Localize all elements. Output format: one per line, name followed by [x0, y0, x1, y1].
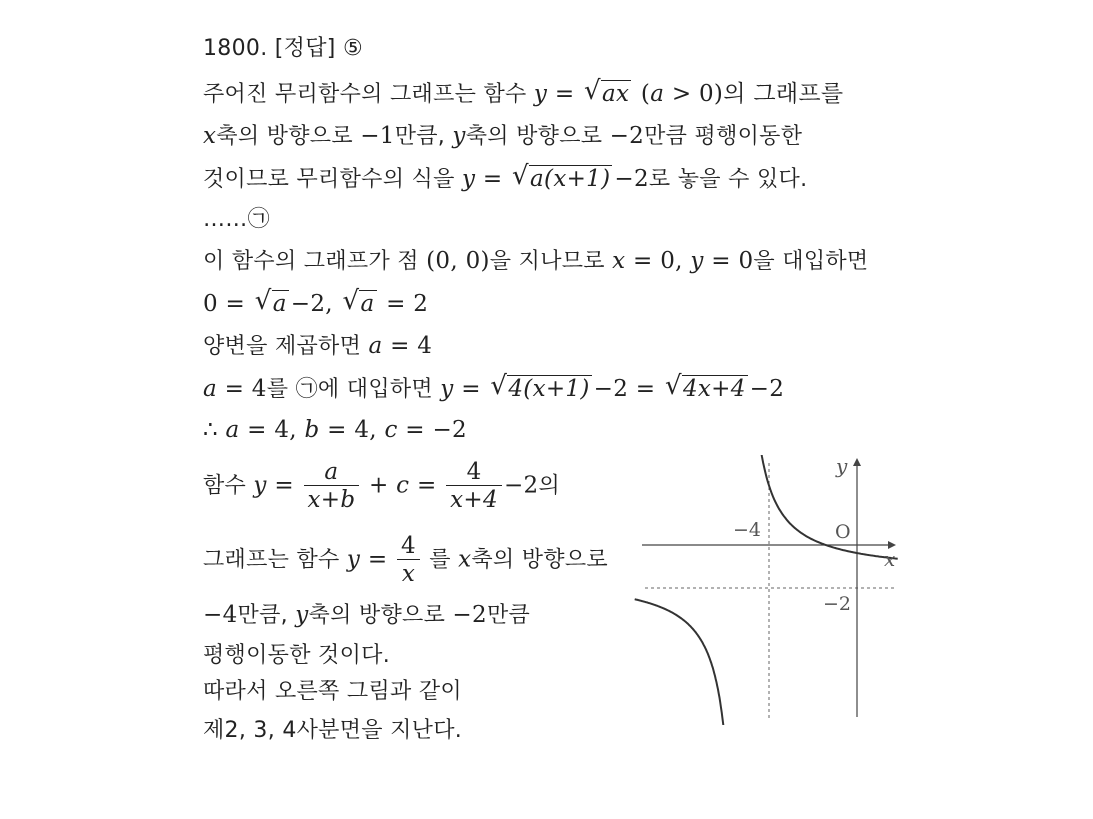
math-value: −2 — [749, 376, 785, 402]
problem-number: 1800. — [203, 36, 268, 61]
solution-line-2 — [203, 121, 802, 152]
math-var: a — [203, 376, 218, 402]
text: 를 — [266, 377, 296, 402]
math-value: −2 — [503, 472, 539, 499]
math-eq: = — [360, 546, 395, 573]
math-var: x — [203, 123, 217, 149]
answer-label: [정답] — [274, 36, 336, 61]
text: 의 — [538, 473, 561, 499]
math-var: c — [396, 472, 410, 499]
solution-line-3 — [203, 161, 808, 195]
math-var: c — [384, 417, 398, 443]
math-eq: = 2 — [378, 291, 429, 317]
text: 만큼, — [237, 603, 296, 628]
solution-line-6 — [203, 286, 429, 320]
radical-sign: √ — [584, 76, 601, 106]
text: 만큼 — [486, 603, 531, 628]
math-var: y — [346, 546, 361, 573]
neg4-label: −4 — [733, 519, 762, 541]
radicand: a(x+1) — [530, 166, 611, 192]
math-eq: = −2 — [397, 417, 467, 443]
math-value: −2, — [290, 291, 341, 317]
text: 그래프는 함수 — [203, 547, 347, 573]
solution-line-1 — [203, 76, 844, 110]
denominator: x — [397, 559, 420, 588]
sqrt-expression — [254, 286, 289, 320]
math-var: y — [440, 376, 454, 402]
math-var: x — [612, 248, 626, 274]
solution-line-14 — [203, 677, 462, 707]
text: 에 대입하면 — [317, 377, 441, 402]
text: 축의 방향으로 — [465, 124, 610, 149]
radicand: 4x+4 — [682, 376, 746, 402]
sqrt-expression — [584, 76, 631, 110]
math-eq: = — [453, 376, 489, 402]
math-op: + — [361, 472, 397, 499]
math-eq: = — [547, 81, 582, 107]
denominator: x+b — [304, 485, 360, 514]
neg2-label: −2 — [823, 593, 852, 615]
math-eq: = 4, — [239, 417, 305, 443]
math-point: (0, 0) — [426, 248, 490, 274]
numerator: 4 — [466, 459, 482, 485]
math-value: −2 — [609, 123, 645, 149]
text: 따라서 오른쪽 그림과 같이 — [203, 679, 462, 704]
math-paren: ( — [633, 81, 651, 107]
math-var: a — [225, 417, 240, 443]
solution-line-5 — [203, 246, 868, 277]
radical-sign: √ — [512, 161, 529, 191]
math-var: y — [295, 602, 309, 628]
math-value: 0 = — [203, 291, 253, 317]
text: 만큼 평행이동한 — [644, 124, 803, 149]
numerator: 4 — [401, 533, 416, 559]
text: 축의 방향으로 — [308, 603, 453, 628]
math-eq: = 4 — [382, 333, 433, 359]
math-eq: = 0 — [703, 248, 754, 274]
solution-line-13 — [203, 641, 390, 671]
math-eq: = 4, — [319, 417, 385, 443]
radicand: ax — [602, 81, 630, 107]
text: 축의 방향으로 — [471, 547, 608, 573]
problem-header — [203, 34, 363, 64]
math-var: b — [304, 417, 320, 443]
math-eq: = — [475, 166, 511, 192]
ref-mark: ㉠ — [295, 377, 318, 402]
answer-value: ⑤ — [342, 36, 363, 61]
fraction — [304, 459, 360, 514]
radicand: 4(x+1) — [508, 376, 590, 402]
solution-line-7 — [203, 331, 432, 362]
radical-sign: √ — [490, 371, 508, 401]
sqrt-expression — [342, 286, 376, 320]
math-var: y — [461, 166, 476, 192]
math-eq: = — [409, 472, 445, 499]
radical-sign: √ — [342, 286, 360, 316]
sqrt-expression — [512, 161, 612, 195]
math-var: y — [690, 248, 704, 274]
y-axis-label: y — [836, 455, 848, 478]
solution-line-12 — [203, 600, 530, 631]
math-var: y — [253, 472, 267, 499]
math-var: x — [458, 546, 472, 573]
math-var: a — [368, 333, 383, 359]
text: 함수 — [203, 473, 254, 499]
radicand: a — [360, 291, 375, 317]
math-value: −1 — [360, 123, 395, 149]
numerator: a — [324, 459, 339, 485]
text: 을 대입하면 — [753, 249, 869, 274]
text: 로 놓을 수 있다. — [648, 167, 808, 192]
math-eq: = 0, — [625, 248, 691, 274]
fraction — [446, 459, 502, 514]
therefore-symbol: ∴ — [203, 417, 226, 443]
solution-line-9 — [203, 415, 467, 446]
math-condition: > 0)의 그래프를 — [664, 81, 844, 107]
sqrt-expression — [664, 371, 748, 405]
denominator: x+4 — [446, 485, 502, 514]
curve-right-branch — [751, 455, 898, 559]
text: 평행이동한 것이다. — [203, 643, 391, 668]
ref-mark: ㉠ — [247, 207, 270, 232]
math-value: −2 — [452, 602, 487, 628]
solution-line-4 — [203, 205, 270, 235]
math-eq: = 4 — [217, 376, 267, 402]
hyperbola-graph — [630, 455, 900, 725]
dots: …… — [203, 207, 248, 232]
text: 를 — [421, 547, 459, 573]
radicand: a — [272, 291, 287, 317]
math-value: −4 — [203, 602, 238, 628]
math-value: −2 = — [593, 376, 663, 402]
text: 축의 방향으로 — [216, 124, 361, 149]
curve-left-branch — [635, 599, 724, 725]
solution-line-11 — [203, 533, 608, 588]
text: 주어진 무리함수의 그래프는 함수 — [203, 82, 534, 107]
text: 양변을 제곱하면 — [203, 334, 369, 359]
text: 을 지나므로 — [489, 249, 613, 274]
x-axis-label: x — [884, 547, 896, 571]
math-var: a — [650, 81, 665, 107]
math-var: y — [452, 123, 466, 149]
math-value: −2 — [614, 166, 649, 192]
math-var: y — [533, 81, 548, 107]
text: 제2, 3, 4사분면을 지난다. — [203, 718, 463, 743]
solution-line-15 — [203, 716, 462, 746]
origin-label: O — [835, 521, 851, 543]
fraction — [397, 533, 420, 588]
text: 만큼, — [394, 124, 453, 149]
solution-line-8 — [203, 371, 785, 405]
math-eq: = — [266, 472, 302, 499]
text: 것이므로 무리함수의 식을 — [203, 167, 462, 192]
radical-sign: √ — [254, 286, 272, 316]
text: 이 함수의 그래프가 점 — [203, 249, 427, 274]
sqrt-expression — [490, 371, 591, 405]
radical-sign: √ — [664, 371, 682, 401]
solution-line-10 — [203, 459, 560, 514]
